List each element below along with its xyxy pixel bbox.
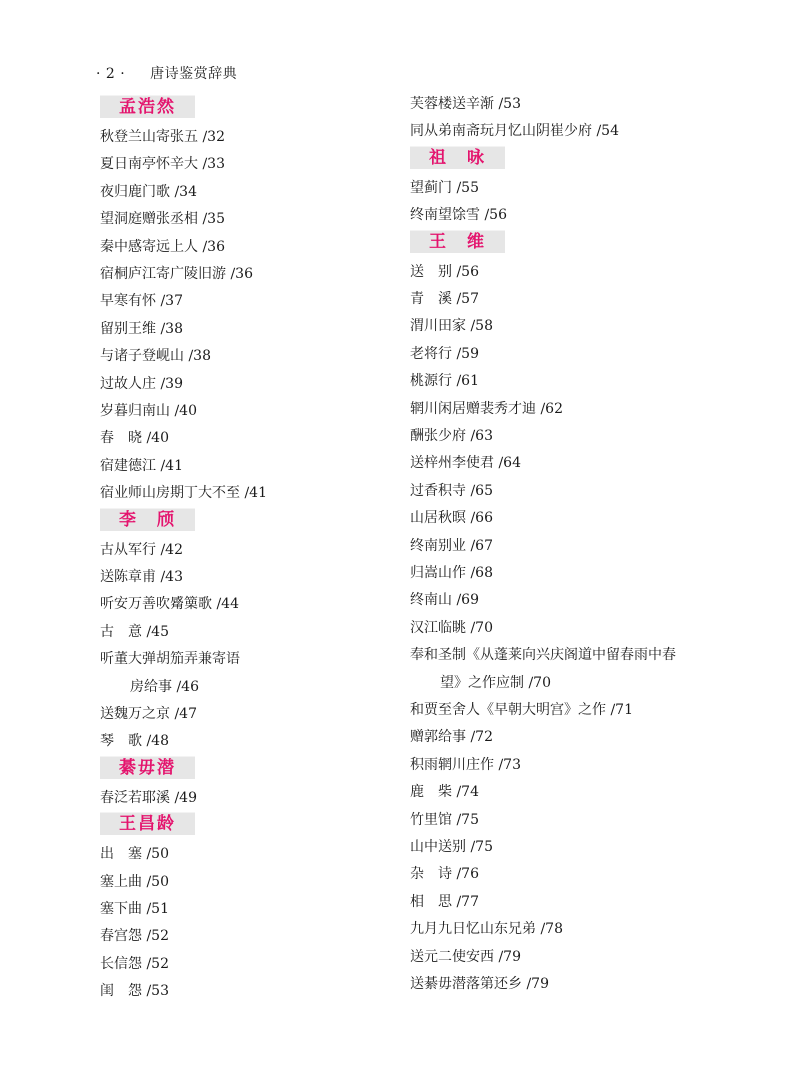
toc-entry[interactable]: 老将行 ∕59 xyxy=(410,345,479,362)
toc-entry[interactable]: 望蓟门 ∕55 xyxy=(410,179,479,196)
toc-entry[interactable]: 宿桐庐江寄广陵旧游 ∕36 xyxy=(100,266,253,282)
toc-entry[interactable]: 古 意 ∕45 xyxy=(100,623,169,640)
poet-name: 綦毋潜 xyxy=(119,757,176,778)
toc-entry[interactable]: 汉江临眺 ∕70 xyxy=(410,619,493,636)
page-header xyxy=(96,63,237,83)
toc-entry[interactable]: 过香积寺 ∕65 xyxy=(410,482,493,499)
toc-entry[interactable]: 终南别业 ∕67 xyxy=(410,537,493,554)
poet-name: 祖 咏 xyxy=(429,147,486,168)
toc-entry[interactable]: 望洞庭赠张丞相 ∕35 xyxy=(100,211,225,228)
toc-entry[interactable]: 春泛若耶溪 ∕49 xyxy=(100,789,197,806)
poet-section-header xyxy=(100,508,195,531)
toc-entry[interactable]: 闺 怨 ∕53 xyxy=(100,983,169,1000)
poet-section-header xyxy=(410,230,505,253)
toc-entry[interactable]: 酬张少府 ∕63 xyxy=(410,428,493,444)
toc-entry[interactable]: 杂 诗 ∕76 xyxy=(410,866,479,883)
toc-entry[interactable]: 宿建德江 ∕41 xyxy=(100,457,183,474)
toc-entry[interactable]: 赠郭给事 ∕72 xyxy=(410,729,493,746)
page-number: · 2 · xyxy=(96,66,126,82)
poet-section-header xyxy=(100,812,195,835)
toc-entry[interactable]: 竹里馆 ∕75 xyxy=(410,811,479,828)
toc-entry[interactable]: 与诸子登岘山 ∕38 xyxy=(100,348,211,365)
book-title: 唐诗鉴赏辞典 xyxy=(150,66,238,82)
toc-entry[interactable]: 秦中感寄远上人 ∕36 xyxy=(100,238,225,255)
toc-entry[interactable]: 归嵩山作 ∕68 xyxy=(410,565,493,581)
toc-entry[interactable]: 积雨辋川庄作 ∕73 xyxy=(410,756,521,773)
toc-entry[interactable]: 终南山 ∕69 xyxy=(410,592,479,609)
toc-entry-continuation[interactable]: 房给事 ∕46 xyxy=(130,678,199,695)
toc-entry[interactable]: 送梓州李使君 ∕64 xyxy=(410,455,521,472)
toc-entry[interactable]: 塞下曲 ∕51 xyxy=(100,901,169,917)
toc-entry[interactable]: 岁暮归南山 ∕40 xyxy=(100,403,197,419)
toc-entry[interactable]: 山中送别 ∕75 xyxy=(410,839,493,855)
toc-entry[interactable]: 同从弟南斋玩月忆山阴崔少府 ∕54 xyxy=(410,123,619,140)
toc-entry[interactable]: 辋川闲居赠裴秀才迪 ∕62 xyxy=(410,400,563,417)
toc-entry[interactable]: 早寒有怀 ∕37 xyxy=(100,293,183,310)
toc-entry[interactable]: 春宫怨 ∕52 xyxy=(100,928,169,945)
toc-entry[interactable]: 桃源行 ∕61 xyxy=(410,373,479,390)
poet-name: 李 颀 xyxy=(119,509,176,530)
toc-entry[interactable]: 宿业师山房期丁大不至 ∕41 xyxy=(100,485,267,502)
toc-entry[interactable]: 送陈章甫 ∕43 xyxy=(100,569,183,585)
poet-name: 王昌龄 xyxy=(119,814,176,835)
toc-entry[interactable]: 相 思 ∕77 xyxy=(410,893,479,910)
toc-entry[interactable]: 出 塞 ∕50 xyxy=(100,846,169,863)
toc-entry[interactable]: 山居秋暝 ∕66 xyxy=(410,510,493,527)
toc-entry-continuation[interactable]: 望》之作应制 ∕70 xyxy=(440,674,551,691)
poet-section-header xyxy=(410,146,505,169)
toc-entry[interactable]: 送魏万之京 ∕47 xyxy=(100,706,197,722)
toc-entry[interactable]: 秋登兰山寄张五 ∕32 xyxy=(100,129,225,145)
toc-entry[interactable]: 听安万善吹觱篥歌 ∕44 xyxy=(100,596,239,613)
toc-entry[interactable]: 春 晓 ∕40 xyxy=(100,430,169,447)
toc-entry[interactable]: 夏日南亭怀辛大 ∕33 xyxy=(100,156,225,173)
toc-entry[interactable]: 古从军行 ∕42 xyxy=(100,541,183,558)
poet-section-header xyxy=(100,756,195,779)
toc-entry[interactable]: 鹿 柴 ∕74 xyxy=(410,784,479,801)
toc-entry[interactable]: 芙蓉楼送辛渐 ∕53 xyxy=(410,96,521,112)
toc-entry[interactable]: 奉和圣制《从蓬莱向兴庆阁道中留春雨中春 xyxy=(410,647,676,664)
toc-entry[interactable]: 过故人庄 ∕39 xyxy=(100,375,183,392)
poet-name: 孟浩然 xyxy=(119,97,176,117)
toc-entry[interactable]: 终南望馀雪 ∕56 xyxy=(410,207,507,224)
toc-entry[interactable]: 听董大弹胡笳弄兼寄语 xyxy=(100,651,240,668)
toc-entry[interactable]: 九月九日忆山东兄弟 ∕78 xyxy=(410,921,563,938)
toc-entry[interactable]: 送 别 ∕56 xyxy=(410,263,479,280)
toc-entry[interactable]: 琴 歌 ∕48 xyxy=(100,733,169,750)
poet-name: 王 维 xyxy=(429,231,486,252)
toc-entry[interactable]: 塞上曲 ∕50 xyxy=(100,873,169,890)
toc-entry[interactable]: 送綦毋潜落第还乡 ∕79 xyxy=(410,976,549,992)
toc-entry[interactable]: 留别王维 ∕38 xyxy=(100,320,183,337)
toc-entry[interactable]: 渭川田家 ∕58 xyxy=(410,318,493,335)
toc-entry[interactable]: 和贾至舍人《早朝大明宫》之作 ∕71 xyxy=(410,702,633,718)
toc-entry[interactable]: 送元二使安西 ∕79 xyxy=(410,948,521,965)
toc-entry[interactable]: 夜归鹿门歌 ∕34 xyxy=(100,183,197,200)
toc-entry[interactable]: 长信怨 ∕52 xyxy=(100,955,169,972)
toc-entry[interactable]: 青 溪 ∕57 xyxy=(410,291,479,307)
poet-section-header xyxy=(100,95,195,118)
